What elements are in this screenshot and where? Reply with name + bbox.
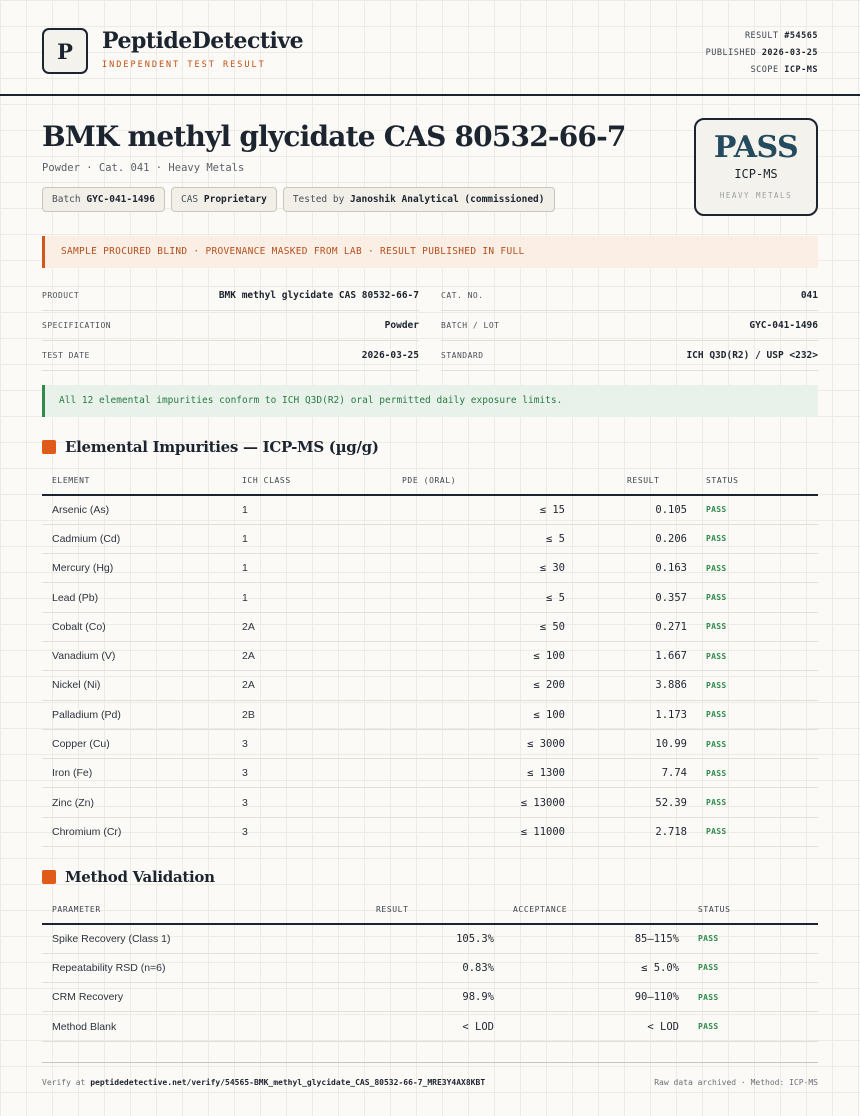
ich-class-cell: 2A [242,612,322,641]
col-ich-class: ICH CLASS [242,467,322,495]
element-cell: Vanadium (V) [42,641,242,670]
info-value: BMK methyl glycidate CAS 80532-66-7 [218,290,419,301]
result-cell: 0.163 [565,554,687,583]
ich-class-cell: 2B [242,700,322,729]
info-batch [441,311,818,341]
element-cell: Arsenic (As) [42,495,242,524]
archive-note: Raw data archived · Method: ICP-MS [654,1078,818,1087]
verify-link[interactable]: peptidedetective.net/verify/54565-BMK_methyl_glycidate_CAS_80532-66-7_MRE3Y4AX8KBT [90,1078,486,1087]
status-badge: PASS [679,924,818,953]
result-cell: 7.74 [565,759,687,788]
status-badge: PASS [687,612,818,641]
table-row [42,729,818,758]
result-cell: 0.271 [565,612,687,641]
info-key: PRODUCT [42,291,80,300]
pde-cell: ≤ 30 [322,554,565,583]
status-badge: PASS [687,729,818,758]
col-element: ELEMENT [42,467,242,495]
impurities-title: Elemental Impurities — ICP-MS (µg/g) [65,438,379,456]
table-header-row [42,896,818,924]
status-badge: PASS [687,495,818,524]
report-meta [706,28,818,79]
table-row [42,495,818,524]
impurities-table [42,467,818,847]
status-badge: PASS [687,524,818,553]
pde-cell: ≤ 100 [322,641,565,670]
ich-class-cell: 3 [242,788,322,817]
pde-cell: ≤ 100 [322,700,565,729]
col-result: RESULT [362,896,494,924]
conformance-banner: All 12 elemental impurities conform to ICH Q3D(R2) oral permitted daily exposure limits. [42,385,818,417]
stamp-category: HEAVY METALS [719,191,793,200]
published-label: PUBLISHED [705,48,757,58]
info-key: BATCH / LOT [441,321,500,330]
parameter-cell: Repeatability RSD (n=6) [42,953,362,982]
report-header [0,0,860,96]
pde-cell: ≤ 1300 [322,759,565,788]
parameter-cell: Spike Recovery (Class 1) [42,924,362,953]
info-value: ICH Q3D(R2) / USP <232> [686,350,818,361]
result-cell: 3.886 [565,671,687,700]
pde-cell: ≤ 5 [322,524,565,553]
section-marker-icon [42,870,56,884]
info-key: TEST DATE [42,351,90,360]
result-cell: 52.39 [565,788,687,817]
table-row [42,700,818,729]
status-badge: PASS [687,759,818,788]
validation-section-header [42,868,215,886]
product-subtitle: Powder · Cat. 041 · Heavy Metals [42,162,245,174]
ich-class-cell: 1 [242,495,322,524]
cas-chip [171,187,277,212]
status-badge: PASS [687,788,818,817]
chip-label: Batch [52,194,81,205]
result-cell: < LOD [362,1012,494,1041]
result-cell: 0.206 [565,524,687,553]
parameter-cell: Method Blank [42,1012,362,1041]
result-cell: 105.3% [362,924,494,953]
col-status: STATUS [679,896,818,924]
result-cell: 0.105 [565,495,687,524]
stamp-method: ICP-MS [734,167,778,181]
acceptance-cell: 90–110% [494,983,679,1012]
pde-cell: ≤ 200 [322,671,565,700]
ich-class-cell: 2A [242,641,322,670]
report-footer [42,1062,818,1087]
ich-class-cell: 1 [242,554,322,583]
table-row [42,759,818,788]
table-row [42,983,818,1012]
element-cell: Nickel (Ni) [42,671,242,700]
info-value: 2026-03-25 [361,350,419,361]
col-acceptance: ACCEPTANCE [494,896,679,924]
brand-name: PeptideDetective [102,28,304,54]
pde-cell: ≤ 15 [322,495,565,524]
info-value: GYC-041-1496 [749,320,818,331]
table-row [42,817,818,846]
status-badge: PASS [679,1012,818,1041]
result-cell: 1.667 [565,641,687,670]
element-cell: Cadmium (Cd) [42,524,242,553]
table-row [42,554,818,583]
info-value: 041 [800,290,818,301]
pde-cell: ≤ 13000 [322,788,565,817]
element-cell: Lead (Pb) [42,583,242,612]
info-cat-no [441,281,818,311]
element-cell: Copper (Cu) [42,729,242,758]
element-cell: Zinc (Zn) [42,788,242,817]
element-cell: Cobalt (Co) [42,612,242,641]
result-label: RESULT [744,31,779,41]
result-cell: 98.9% [362,983,494,1012]
scope-label: SCOPE [750,65,779,75]
element-cell: Iron (Fe) [42,759,242,788]
table-row [42,953,818,982]
brand-tagline: INDEPENDENT TEST RESULT [102,60,266,70]
col-result: RESULT [565,467,687,495]
chip-value: Proprietary [203,194,267,205]
section-marker-icon [42,440,56,454]
product-info-grid [42,281,818,371]
ich-class-cell: 3 [242,729,322,758]
table-row [42,524,818,553]
product-title: BMK methyl glycidate CAS 80532-66-7 [42,120,626,153]
status-badge: PASS [687,671,818,700]
batch-chip [42,187,165,212]
table-row [42,788,818,817]
table-row [42,612,818,641]
stamp-verdict: PASS [713,130,799,165]
result-cell: 0.357 [565,583,687,612]
chip-label: Tested by [292,194,345,205]
element-cell: Chromium (Cr) [42,817,242,846]
pde-cell: ≤ 11000 [322,817,565,846]
acceptance-cell: < LOD [494,1012,679,1041]
info-standard [441,341,818,371]
element-cell: Palladium (Pd) [42,700,242,729]
info-key: SPECIFICATION [42,321,112,330]
info-test-date [42,341,419,371]
pde-cell: ≤ 50 [322,612,565,641]
info-key: STANDARD [441,351,484,360]
table-row [42,671,818,700]
result-cell: 0.83% [362,953,494,982]
col-pde: PDE (ORAL) [322,467,565,495]
status-badge: PASS [687,700,818,729]
status-badge: PASS [687,641,818,670]
tested-by-chip [283,187,555,212]
ich-class-cell: 1 [242,524,322,553]
result-number: #54565 [784,31,818,41]
status-badge: PASS [687,817,818,846]
pde-cell: ≤ 3000 [322,729,565,758]
validation-table [42,896,818,1042]
acceptance-cell: 85–115% [494,924,679,953]
element-cell: Mercury (Hg) [42,554,242,583]
status-badge: PASS [687,554,818,583]
pass-stamp [694,118,818,216]
verify-label: Verify at [42,1078,86,1087]
ich-class-cell: 3 [242,817,322,846]
status-badge: PASS [687,583,818,612]
parameter-cell: CRM Recovery [42,983,362,1012]
ich-class-cell: 3 [242,759,322,788]
scope-value: ICP-MS [784,65,818,75]
published-date: 2026-03-25 [761,48,818,58]
acceptance-cell: ≤ 5.0% [494,953,679,982]
result-cell: 2.718 [565,817,687,846]
ich-class-cell: 1 [242,583,322,612]
table-row [42,583,818,612]
status-badge: PASS [679,983,818,1012]
validation-title: Method Validation [65,868,215,886]
info-key: CAT. NO. [441,291,484,300]
col-status: STATUS [687,467,818,495]
table-header-row [42,467,818,495]
brand-logo: P [42,28,88,74]
ich-class-cell: 2A [242,671,322,700]
col-parameter: PARAMETER [42,896,362,924]
info-value: Powder [384,320,419,331]
impurities-section-header [42,438,379,456]
result-cell: 10.99 [565,729,687,758]
table-row [42,641,818,670]
chip-value: GYC-041-1496 [86,194,155,205]
verify-line [42,1078,485,1087]
chip-value: Janoshik Analytical (commissioned) [350,194,545,205]
table-row [42,1012,818,1041]
chip-label: CAS [180,194,199,205]
blind-sample-notice: SAMPLE PROCURED BLIND · PROVENANCE MASKED FROM LAB · RESULT PUBLISHED IN FULL [42,236,818,268]
table-row [42,924,818,953]
status-badge: PASS [679,953,818,982]
product-chips [42,187,555,212]
info-product [42,281,419,311]
result-cell: 1.173 [565,700,687,729]
pde-cell: ≤ 5 [322,583,565,612]
info-specification [42,311,419,341]
